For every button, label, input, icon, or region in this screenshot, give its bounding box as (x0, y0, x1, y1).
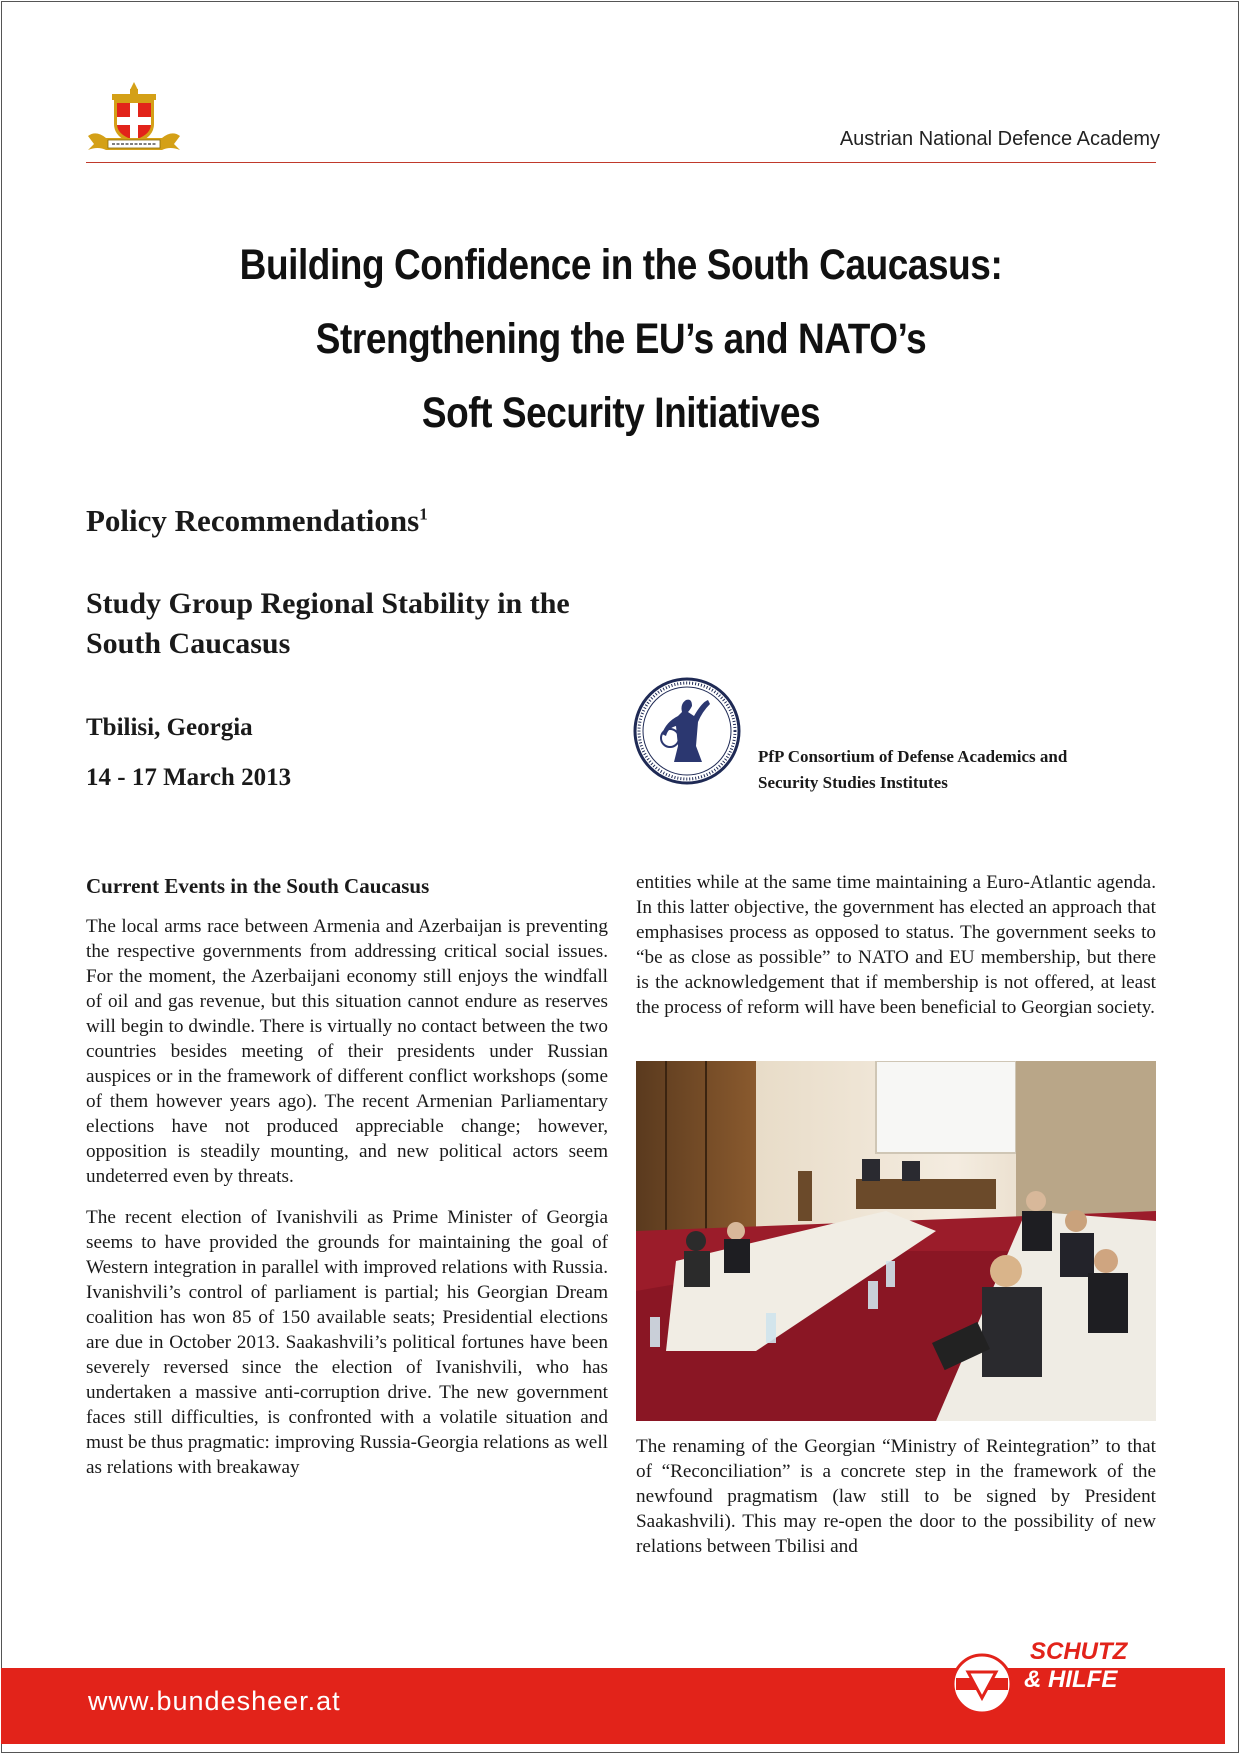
event-place: Tbilisi, Georgia (86, 714, 253, 741)
pfp-consortium-seal-icon (632, 676, 742, 786)
austrian-defence-academy-crest-icon (86, 80, 182, 160)
policy-heading (86, 503, 428, 539)
study-group-heading: Study Group Regional Stability in the South Caucasus (86, 587, 570, 660)
academy-name: Austrian National Defence Academy (839, 128, 1160, 150)
right-column-bottom (636, 1434, 1156, 1575)
left-column (86, 872, 608, 1496)
paragraph-ivanishvili: The recent election of Ivanishvili as Prime Minister of Georgia seems to have provided the grounds for maintaining the goal of Western integration in parallel with improved relations with Russia. Ivanishvili’s control of parliament is partial; his Georgian Dream coalition has won 85 of 150 available seats; Presidential elections are due in October 2013. Saakashvili’s political fortunes have been severely reversed since the election of Ivanishvili, who has undertaken a massive anti-corruption drive. The new government faces still difficulties, is confronted with a volatile situation and must be thus pragmatic: improving Russia-Georgia relations as well as relations with breakaway (86, 1207, 608, 1478)
footer-url-link[interactable]: www.bundesheer.at (88, 1686, 341, 1716)
slogan (1024, 1638, 1128, 1694)
slogan-line-1: SCHUTZ (1030, 1638, 1128, 1665)
slogan-line-2: & HILFE (1024, 1666, 1118, 1693)
policy-label: Policy Recommendations (86, 503, 420, 538)
header-divider (86, 162, 1156, 163)
right-column-top (636, 870, 1156, 1036)
paragraph-euro-atlantic: entities while at the same time maintaining a Euro-Atlantic agenda. In this latter objective, the government has elected an approach that emphasises process as opposed to status. The government seeks to “be as close as possible” to NATO and EU membership, but there is the acknowledgement that if membership is not offered, at least the process of reform will have been beneficial to Georgian society. (636, 872, 1156, 1018)
title-line-1: Building Confidence in the South Caucasus: (239, 241, 1003, 289)
bundesheer-logo-icon (950, 1652, 1014, 1716)
section-heading: Current Events in the South Caucasus (86, 874, 430, 898)
pfp-consortium-name (758, 744, 1067, 796)
document-title (0, 228, 1242, 450)
conference-meeting-photo (636, 1061, 1156, 1421)
title-line-2: Strengthening the EU’s and NATO’s (315, 315, 927, 363)
paragraph-arms-race: The local arms race between Armenia and Azerbaijan is preventing the respective governments from addressing critical social issues. For the moment, the Azerbaijani economy still enjoys the windfall of oil and gas revenue, but this situation cannot endure as reserves will begin to dwindle. There is virtually no contact between the two countries besides meeting of their presidents under Russian auspices or in the framework of different conflict workshops (some of them however years ago). The recent Armenian Parliamentary elections have not produced appreciable change; however, opposition is steadily mounting, and new political actors seem undeterred even by threats. (86, 916, 608, 1187)
paragraph-reconciliation: The renaming of the Georgian “Ministry of Reintegration” to that of “Reconciliation” is a concrete step in the framework of the newfound pragmatism (law still to be signed by President Saakashvili). This may re-open the door to the possibility of new relations between Tbilisi and (636, 1436, 1156, 1557)
pfp-line-2: Security Studies Institutes (758, 773, 948, 792)
footnote-marker: 1 (419, 504, 428, 524)
pfp-line-1: PfP Consortium of Defense Academics and (758, 747, 1068, 766)
title-line-3: Soft Security Initiatives (421, 389, 821, 437)
event-dates: 14 - 17 March 2013 (86, 764, 292, 791)
